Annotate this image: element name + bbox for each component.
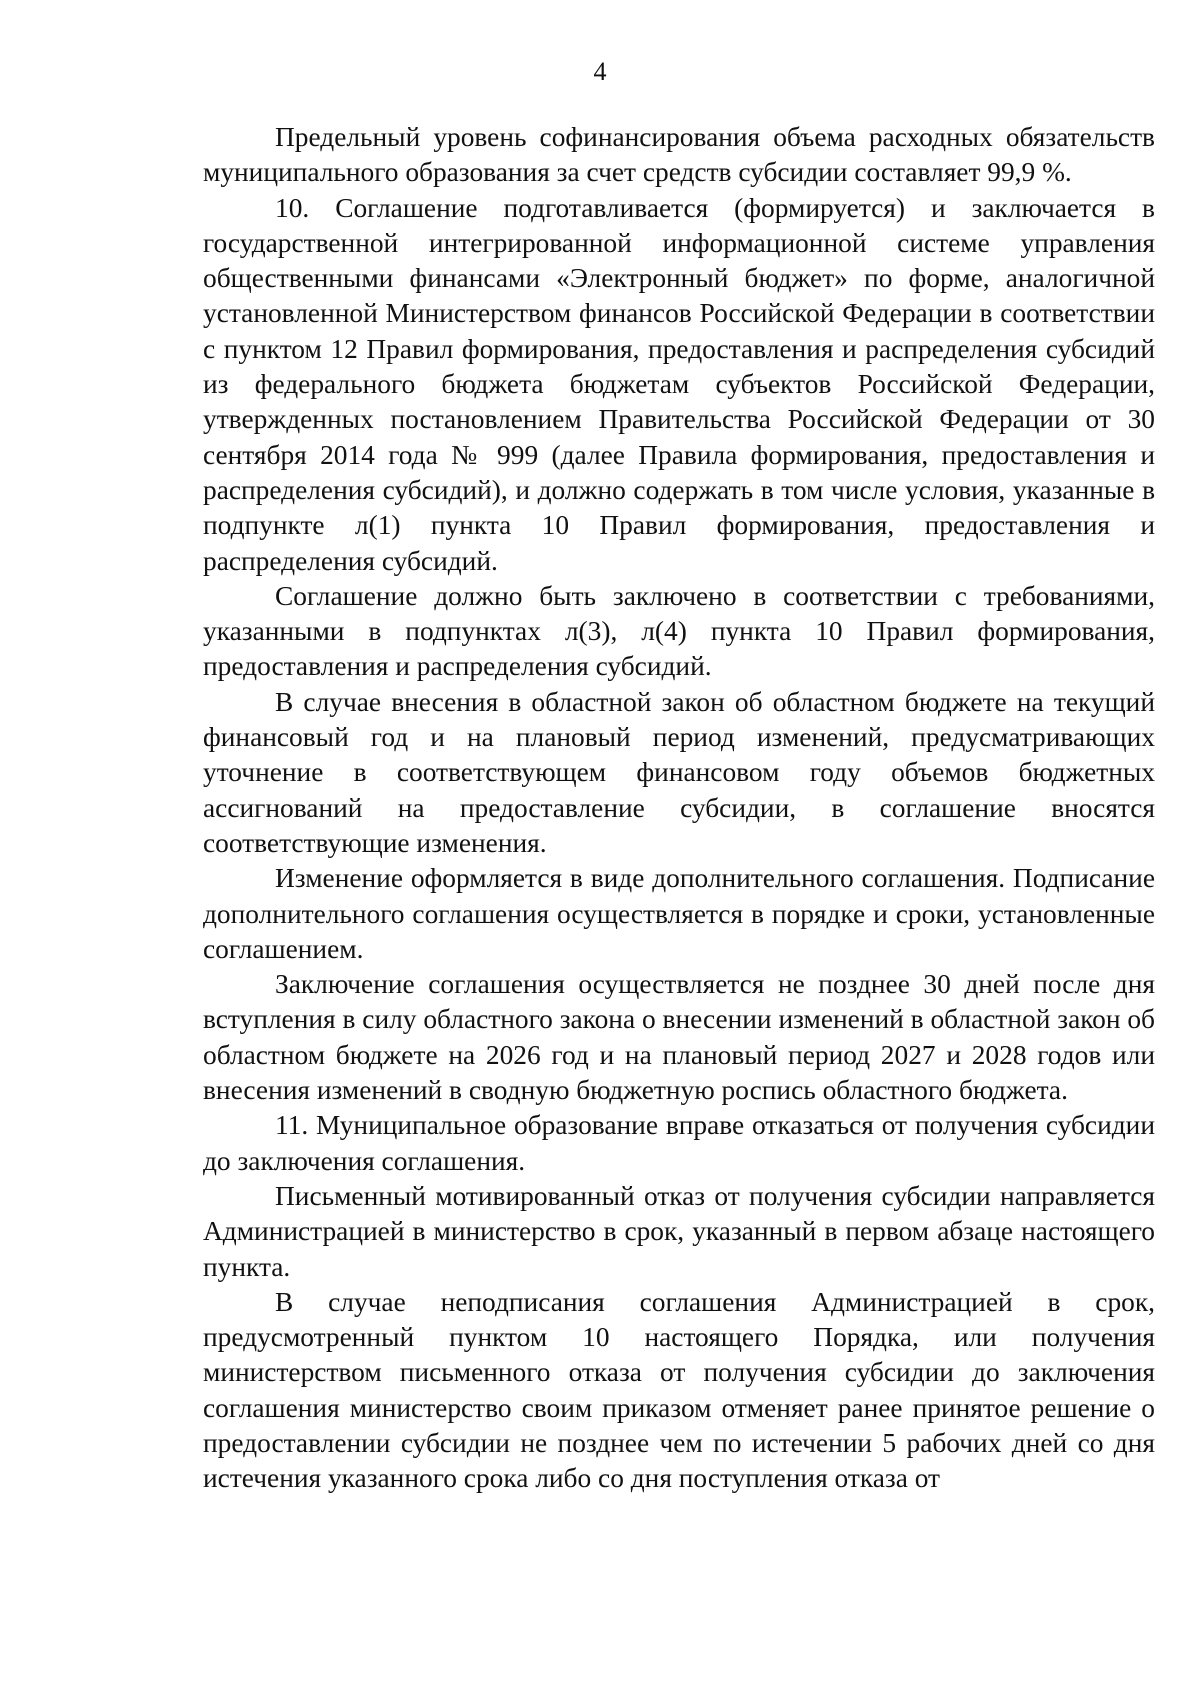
paragraph-item-10-agreement: 10. Соглашение подготавливается (формируется) и заключается в государственной интегрированной информационной системе управления общественными финансами «Электронный бюджет» по форме, аналогичной установленной Министерством финансов Российской Федерации в соответствии с пунктом 12 Правил формирования, предоставления и распределения субсидий из федерального бюджета бюджетам субъектов Российской Федерации, утвержденных постановлением Правительства Российской Федерации от 30 сентября 2014 года № 999 (далее Правила формирования, предоставления и распределения субсидий), и должно содержать в том числе условия, указанные в подпункте л(1) пункта 10 Правил формирования, предоставления и распределения субсидий. xyxy=(203,192,1155,576)
paragraph-agreement-deadline: Заключение соглашения осуществляется не позднее 30 дней после дня вступления в силу областного закона о внесении изменений в областной закон об областном бюджете на 2026 год и на плановый период 2027 и 2028 годов или внесения изменений в сводную бюджетную роспись областного бюджета. xyxy=(203,969,1155,1106)
document-body xyxy=(203,120,1155,1497)
paragraph-additional-agreement: Изменение оформляется в виде дополнительного соглашения. Подписание дополнительного соглашения осуществляется в порядке и сроки, установленные соглашением. xyxy=(203,863,1155,964)
paragraph-agreement-requirements: Соглашение должно быть заключено в соответствии с требованиями, указанными в подпунктах л(3), л(4) пункта 10 Правил формирования, предоставления и распределения субсидий. xyxy=(203,580,1155,682)
paragraph-cofinancing-level: Предельный уровень софинансирования объема расходных обязательств муниципального образования за счет средств субсидии составляет 99,9 %. xyxy=(203,122,1155,188)
page-number: 4 xyxy=(593,57,607,86)
paragraph-item-11-refusal: 11. Муниципальное образование вправе отказаться от получения субсидии до заключения соглашения. xyxy=(203,1110,1155,1176)
paragraph-non-signing: В случае неподписания соглашения Администрацией в срок, предусмотренный пунктом 10 настоящего Порядка, или получения министерством письменного отказа от получения субсидии до заключения соглашения министерство своим приказом отменяет ранее принятое решение о предоставлении субсидии не позднее чем по истечении 5 рабочих дней со дня истечения указанного срока либо со дня поступления отказа от xyxy=(203,1286,1155,1494)
paragraph-written-refusal: Письменный мотивированный отказ от получения субсидии направляется Администрацией в министерство в срок, указанный в первом абзаце настоящего пункта. xyxy=(203,1180,1155,1282)
paragraph-budget-law-changes: В случае внесения в областной закон об областном бюджете на текущий финансовый год и на плановый период изменений, предусматривающих уточнение в соответствующем финансовом году объемов бюджетных ассигнований на предоставление субсидии, в соглашение вносятся соответствующие изменения. xyxy=(203,686,1155,858)
